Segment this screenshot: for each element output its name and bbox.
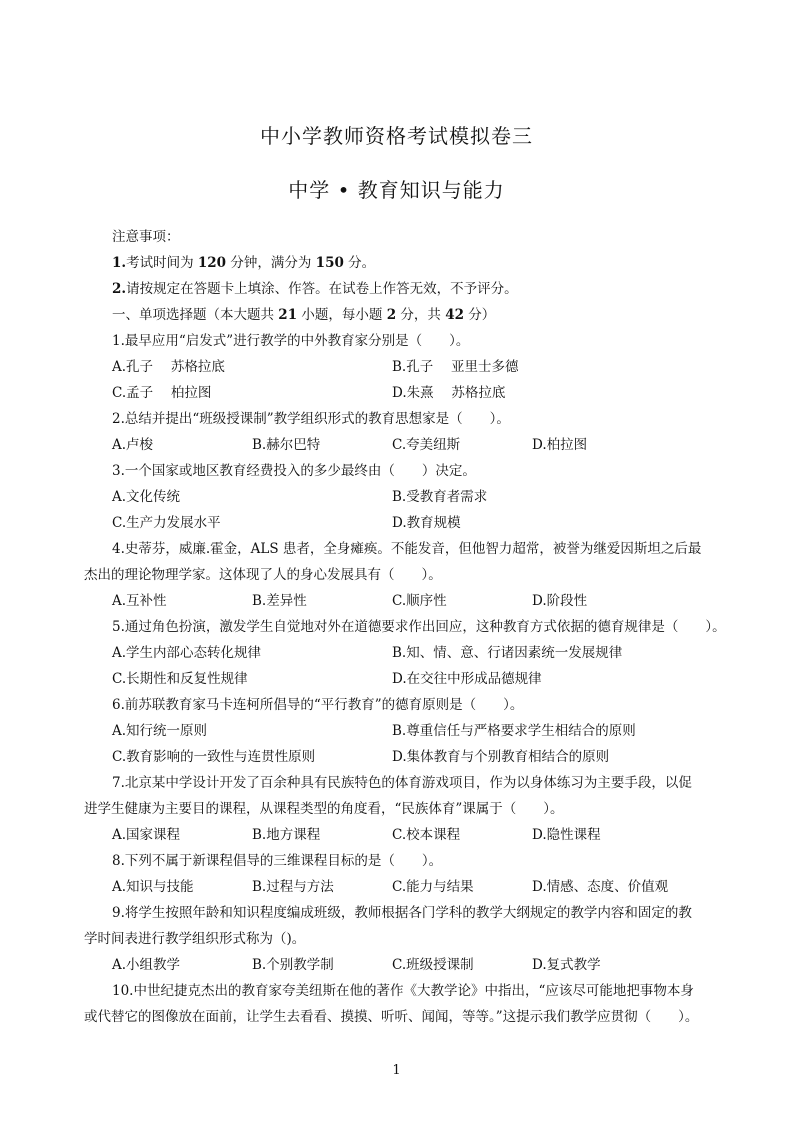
question-6-option-c: C.教育影响的一致性与连贯性原则 bbox=[112, 749, 316, 765]
question-8-option-d: D.情感、态度、价值观 bbox=[532, 879, 669, 895]
question-4-option-a: A.互补性 bbox=[112, 593, 167, 609]
page-subtitle: 中学 • 教育知识与能力 bbox=[288, 178, 505, 202]
question-3-option-b: B.受教育者需求 bbox=[392, 489, 488, 505]
question-8-option-b: B.过程与方法 bbox=[252, 879, 334, 895]
question-5-option-c: C.长期性和反复性规律 bbox=[112, 671, 248, 687]
question-2-option-c: C.夸美纽斯 bbox=[392, 437, 461, 453]
question-3-option-a: A.文化传统 bbox=[112, 489, 181, 505]
page-number: 1 bbox=[392, 1063, 401, 1078]
notice-item-1: 1.考试时间为 120 分钟，满分为 150 分。 bbox=[112, 255, 376, 271]
question-6-stem: 6.前苏联教育家马卡连柯所倡导的“平行教育”的德育原则是（ ）。 bbox=[112, 697, 524, 713]
question-1-option-a: A.孔子 苏格拉底 bbox=[112, 359, 225, 375]
question-5-option-b: B.知、情、意、行诸因素统一发展规律 bbox=[392, 645, 623, 661]
question-7-option-c: C.校本课程 bbox=[392, 827, 461, 843]
question-1-option-d: D.朱熹 苏格拉底 bbox=[392, 385, 506, 401]
question-8-stem: 8.下列不属于新课程倡导的三维课程目标的是（ ）。 bbox=[112, 853, 443, 869]
question-9-stem-line-2: 学时间表进行教学组织形式称为（)。 bbox=[84, 931, 306, 947]
question-8-option-a: A.知识与技能 bbox=[112, 879, 194, 895]
question-3-option-d: D.教育规模 bbox=[392, 515, 461, 531]
question-7-stem-line-2: 进学生健康为主要目的课程，从课程类型的角度看，“民族体育”课属于（ ）。 bbox=[84, 801, 564, 817]
question-2-option-a: A.卢梭 bbox=[112, 437, 154, 453]
question-4-stem-line-2: 杰出的理论物理学家。这体现了人的身心发展具有（ ）。 bbox=[84, 567, 442, 583]
question-1-stem: 1.最早应用“启发式”进行教学的中外教育家分别是（ ）。 bbox=[112, 333, 470, 349]
question-4-stem-line-1: 4.史蒂芬，威廉.霍金，ALS 患者，全身瘫痪。不能发音，但他智力超常，被誉为继爱因斯坦之后最 bbox=[112, 541, 702, 557]
question-6-option-d: D.集体教育与个别教育相结合的原则 bbox=[392, 749, 610, 765]
question-3-option-c: C.生产力发展水平 bbox=[112, 515, 221, 531]
question-1-option-b: B.孔子 亚里士多德 bbox=[392, 359, 519, 375]
question-4-option-d: D.阶段性 bbox=[532, 593, 588, 609]
question-10-stem-line-2: 或代替它的图像放在面前，让学生去看看、摸摸、听听、闻闻，等等。”这提示我们教学应贯彻（ ）。 bbox=[84, 1009, 699, 1025]
page-title: 中小学教师资格考试模拟卷三 bbox=[260, 124, 533, 148]
question-7-option-b: B.地方课程 bbox=[252, 827, 321, 843]
notice-item-2: 2.请按规定在答题卡上填涂、作答。在试卷上作答无效，不予评分。 bbox=[112, 281, 518, 297]
question-5-option-a: A.学生内部心态转化规律 bbox=[112, 645, 262, 661]
question-1-option-c: C.孟子 柏拉图 bbox=[112, 385, 212, 401]
question-6-option-b: B.尊重信任与严格要求学生相结合的原则 bbox=[392, 723, 636, 739]
question-9-option-b: B.个别教学制 bbox=[252, 957, 334, 973]
question-4-option-c: C.顺序性 bbox=[392, 593, 447, 609]
question-5-stem: 5.通过角色扮演，激发学生自觉地对外在道德要求作出回应，这种教育方式依据的德育规律是（ ）。 bbox=[112, 619, 726, 635]
question-5-option-d: D.在交往中形成品德规律 bbox=[392, 671, 542, 687]
question-9-option-c: C.班级授课制 bbox=[392, 957, 474, 973]
question-2-option-d: D.柏拉图 bbox=[532, 437, 588, 453]
question-7-option-a: A.国家课程 bbox=[112, 827, 181, 843]
question-9-option-d: D.复式教学 bbox=[532, 957, 601, 973]
question-4-option-b: B.差异性 bbox=[252, 593, 307, 609]
question-2-option-b: B.赫尔巴特 bbox=[252, 437, 321, 453]
section-heading: 一、单项选择题（本大题共 21 小题，每小题 2 分，共 42 分） bbox=[112, 307, 496, 323]
question-2-stem: 2.总结并提出“班级授课制”教学组织形式的教育思想家是（ ）。 bbox=[112, 411, 510, 427]
question-10-stem-line-1: 10.中世纪捷克杰出的教育家夸美纽斯在他的著作《大教学论》中指出，“应该尽可能地把事物本身 bbox=[112, 983, 694, 999]
question-3-stem: 3.一个国家或地区教育经费投入的多少最终由（ ）决定。 bbox=[112, 463, 476, 479]
question-7-stem-line-1: 7.北京某中学设计开发了百余种具有民族特色的体育游戏项目，作为以身体练习为主要手段，以促 bbox=[112, 775, 692, 791]
question-9-stem-line-1: 9.将学生按照年龄和知识程度编成班级，教师根据各门学科的教学大纲规定的教学内容和固定的教 bbox=[112, 905, 692, 921]
question-6-option-a: A.知行统一原则 bbox=[112, 723, 208, 739]
question-8-option-c: C.能力与结果 bbox=[392, 879, 474, 895]
question-7-option-d: D.隐性课程 bbox=[532, 827, 601, 843]
question-9-option-a: A.小组教学 bbox=[112, 957, 181, 973]
notice-heading: 注意事项： bbox=[112, 229, 180, 245]
